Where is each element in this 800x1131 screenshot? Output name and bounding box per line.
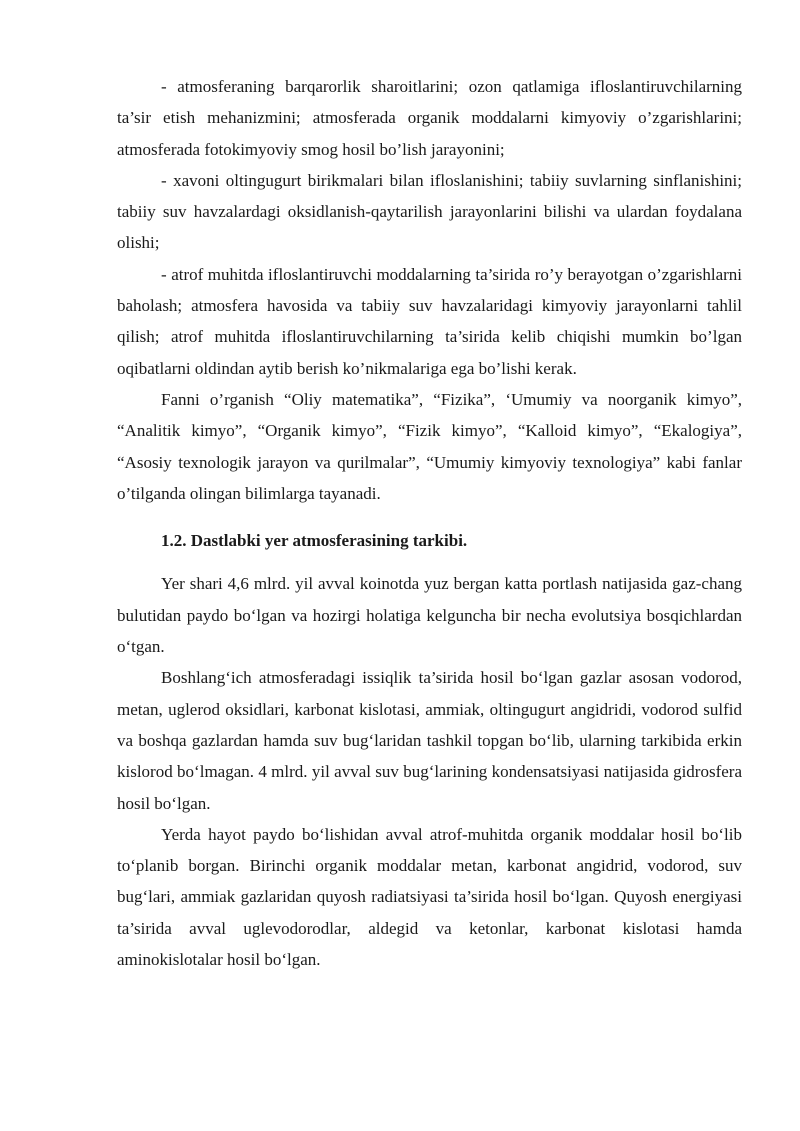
section-heading: 1.2. Dastlabki yer atmosferasining tarkibi. [161, 531, 468, 551]
paragraph-sulfur-pollution: - xavoni oltingugurt birikmalari bilan ifloslanishini; tabiiy suvlarning sinflanishini; tabiiy suv havzalardagi oksidlanish-qaytarilish jarayonlarini bilishi va ulardan foydalana olishi; [117, 170, 742, 253]
paragraph-prerequisite-subjects: Fanni o’rganish “Oliy matematika”, “Fizika”, ‘Umumiy va noorganik kimyo”, “Analitik kimyo”, “Organik kimyo”, “Fizik kimyo”, “Kalloid kimyo”, “Ekalogiya”, “Asosiy texnologik jarayon va qurilmalar”, “Umumiy kimyoviy texnologiya” kabi fanlar o’tilganda olingan bilimlarga tayanadi. [117, 389, 742, 503]
paragraph-atmosphere-stability: - atmosferaning barqarorlik sharoitlarini; ozon qatlamiga ifloslantiruvchilarning ta’sir etish mehanizmini; atmosferada organik moddalarni kimyoviy o’zgarishlarini; atmosferada fotokimyoviy smog hosil bo’lish jarayonini; [117, 77, 742, 159]
paragraph-initial-atmosphere: Boshlang‘ich atmosferadagi issiqlik ta’sirida hosil bo‘lgan gazlar asosan vodorod, metan, uglerod oksidlari, karbonat kislotasi, ammiak, oltingugurt angidridi, vodorod sulfid va boshqa gazlardan hamda suv bug‘laridan tashkil topgan bo‘lib, ularning tarkibida erkin kislorod bo‘lmagan. 4 mlrd. yil avval suv bug‘larining kondensatsiyasi natijasida gidrosfera hosil bo‘lgan. [117, 668, 742, 813]
paragraph-earth-origin: Yer shari 4,6 mlrd. yil avval koinotda yuz bergan katta portlash natijasida gaz-chang bulutidan paydo bo‘lgan va hozirgi holatiga kelguncha bir necha evolutsiya bosqichlardan o‘tgan. [117, 574, 742, 657]
document-page [117, 71, 742, 975]
paragraph-environment-assessment: - atrof muhitda ifloslantiruvchi moddalarning ta’sirida ro’y berayotgan o’zgarishlarni baholash; atmosfera havosida va tabiiy suv havzalaridagi kimyoviy jarayonlarni tahlil qilish; atrof muhitda ifloslantiruvchilarning ta’sirida kelib chiqishi mumkin bo’lgan oqibatlarni oldindan aytib berish ko’nikmalariga ega bo’lishi kerak. [117, 264, 742, 378]
paragraph-organic-origin: Yerda hayot paydo bo‘lishidan avval atrof-muhitda organik moddalar hosil bo‘lib to‘planib borgan. Birinchi organik moddalar metan, karbonat angidrid, vodorod, suv bug‘lari, ammiak gazlaridan quyosh radiatsiyasi ta’sirida hosil bo‘lgan. Quyosh energiyasi ta’sirida avval uglevodorodlar, aldegid va ketonlar, karbonat kislotasi hamda aminokislotalar hosil bo‘lgan. [117, 824, 742, 970]
